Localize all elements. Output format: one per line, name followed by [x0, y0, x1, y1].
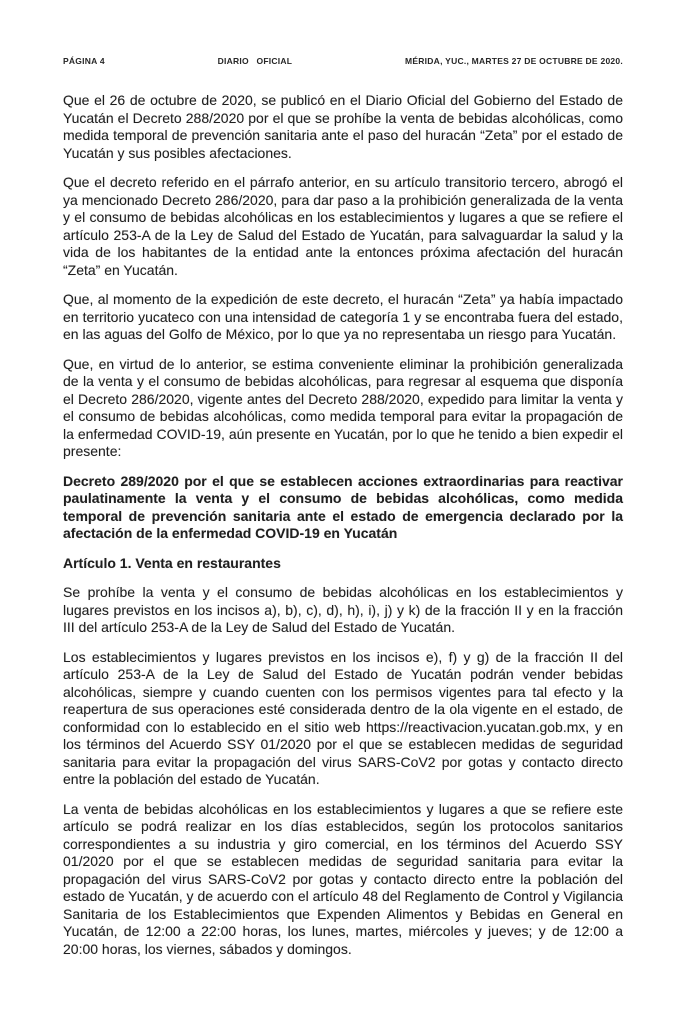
article-1-heading: Artículo 1. Venta en restaurantes [63, 554, 281, 571]
article-1-paragraph-1: Se prohíbe la venta y el consumo de bebidas alcohólicas en los establecimientos y lugares previstos en los incisos a), b), c), d), h), i), j) y k) de la fracción II y en la fracción III del artículo 253-A de la Ley de Salud del Estado de Yucatán. [63, 584, 623, 635]
publication-title: DIARIO OFICIAL [217, 56, 293, 66]
page-header [63, 56, 623, 66]
recital-paragraph-1: Que el 26 de octubre de 2020, se publicó en el Diario Oficial del Gobierno del Estado de Yucatán el Decreto 288/2020 por el que se prohíbe la venta de bebidas alcohólicas, como medida temporal de prevención sanitaria ante el paso del huracán “Zeta” por el estado de Yucatán y sus posibles afectaciones. [63, 92, 623, 161]
page-number-label: PÁGINA 4 [63, 56, 105, 66]
recital-paragraph-4: Que, en virtud de lo anterior, se estima conveniente eliminar la prohibición generalizada de la venta y el consumo de bebidas alcohólicas, para regresar al esquema que disponía el Decreto 286/2020, vigente antes del Decreto 288/2020, expedido para limitar la venta y el consumo de bebidas alcohólicas, como medida temporal para evitar la propagación de la enfermedad COVID-19, aún presente en Yucatán, por lo que he tenido a bien expedir el presente: [63, 355, 623, 459]
article-1-paragraph-2: Los establecimientos y lugares previstos en los incisos e), f) y g) de la fracción II del artículo 253-A de la Ley de Salud del Estado de Yucatán podrán vender bebidas alcohólicas, siempre y cuando cuenten con los permisos vigentes para tal efecto y la reapertura de sus operaciones esté considerada dentro de la ola vigente en el estado, de conformidad con lo establecido en el sitio web https://reactivacion.yucatan.gob.mx, y en los términos del Acuerdo SSY 01/2020 por el que se establecen medidas de seguridad sanitaria para evitar la propagación del virus SARS-CoV2 por gotas y contacto directo entre la población del estado de Yucatán. [63, 648, 623, 787]
document-body [63, 92, 623, 958]
article-1-paragraph-3: La venta de bebidas alcohólicas en los establecimientos y lugares a que se refiere este artículo se podrá realizar en los días establecidos, según los protocolos sanitarios correspondientes a su industria y giro comercial, en los términos del Acuerdo SSY 01/2020 por el que se establecen medidas de seguridad sanitaria para evitar la propagación del virus SARS-CoV2 por gotas y contacto directo entre la población del estado de Yucatán, y de acuerdo con el artículo 48 del Reglamento de Control y Vigilancia Sanitaria de los Establecimientos que Expenden Alimentos y Bebidas en General en Yucatán, de 12:00 a 22:00 horas, los lunes, martes, miércoles y jueves; y de 12:00 a 20:00 horas, los viernes, sábados y domingos. [63, 800, 623, 957]
recital-paragraph-3: Que, al momento de la expedición de este decreto, el huracán “Zeta” ya había impactado en territorio yucateco con una intensidad de categoría 1 y se encontraba fuera del estado, en las aguas del Golfo de México, por lo que ya no representaba un riesgo para Yucatán. [63, 291, 623, 342]
recital-paragraph-2: Que el decreto referido en el párrafo anterior, en su artículo transitorio tercero, abrogó el ya mencionado Decreto 286/2020, para dar paso a la prohibición generalizada de la venta y el consumo de bebidas alcohólicas en los establecimientos y lugares a que se refiere el artículo 253-A de la Ley de Salud del Estado de Yucatán, para salvaguardar la salud y la vida de los habitantes de la entidad ante la entonces próxima afectación del huracán “Zeta” en Yucatán. [63, 174, 623, 278]
edition-date-label: MÉRIDA, YUC., MARTES 27 DE OCTUBRE DE 2020. [405, 56, 623, 66]
decree-title: Decreto 289/2020 por el que se establecen acciones extraordinarias para reactivar paulatinamente la venta y el consumo de bebidas alcohólicas, como medida temporal de prevención sanitaria ante el estado de emergencia declarado por la afectación de la enfermedad COVID-19 en Yucatán [63, 472, 623, 541]
